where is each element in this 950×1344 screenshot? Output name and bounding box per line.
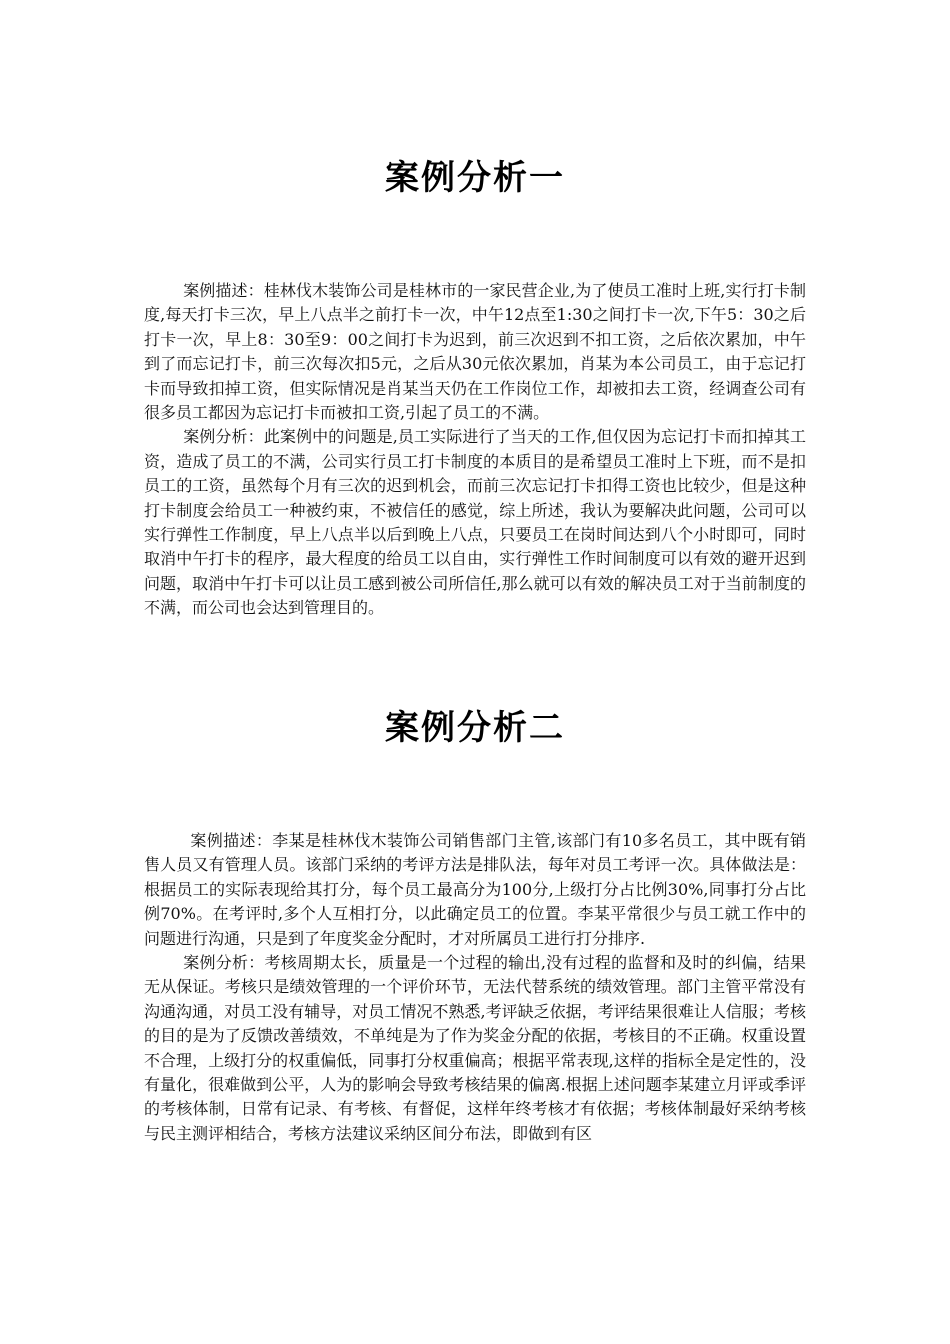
- section-2-case-analysis: 案例分析：考核周期太长，质量是一个过程的输出,没有过程的监督和及时的纠偏，结果无从保证。考核只是绩效管理的一个评价环节，无法代替系统的绩效管理。部门主管平常没有沟通沟通，对员工没有辅导，对员工情况不熟悉,考评缺乏依据，考评结果很难让人信服；考核的目的是为了反馈改善绩效，不单纯是为了作为奖金分配的依据，考核目的不正确。权重设置不合理，上级打分的权重偏低，同事打分权重偏高；根据平常表现,这样的指标全是定性的，没有量化，很难做到公平，人为的影响会导致考核结果的偏离.根据上述问题李某建立月评或季评的考核体制，日常有记录、有考核、有督促，这样年终考核才有依据；考核体制最好采纳考核与民主测评相结合，考核方法建议采纳区间分布法，即做到有区: [144, 953, 806, 1143]
- section-1-case-analysis: 案例分析：此案例中的问题是,员工实际进行了当天的工作,但仅因为忘记打卡而扣掉其工资，造成了员工的不满，公司实行员工打卡制度的本质目的是希望员工准时上下班，而不是扣员工的工资，虽然每个月有三次的迟到机会，而前三次忘记打卡扣得工资也比较少，但是这种打卡制度会给员工一种被约束，不被信任的感觉，综上所述，我认为要解决此问题，公司可以实行弹性工作制度，早上八点半以后到晚上八点，只要员工在岗时间达到八个小时即可，同时取消中午打卡的程序，最大程度的给员工以自由，实行弹性工作时间制度可以有效的避开迟到问题，取消中午打卡可以让员工感到被公司所信任,那么就可以有效的解决员工对于当前制度的不满，而公司也会达到管理目的。: [144, 427, 806, 618]
- section-1-case-description: 案例描述：桂林伐木装饰公司是桂林市的一家民营企业,为了使员工准时上班,实行打卡制度,每天打卡三次，早上八点半之前打卡一次，中午12点至1:30之间打卡一次,下午5：30之后打卡一次，早上8：30至9：00之间打卡为迟到，前三次迟到不扣工资，之后依次累加，中午到了而忘记打卡，前三次每次扣5元，之后从30元依次累加，肖某为本公司员工，由于忘记打卡而导致扣掉工资，但实际情况是肖某当天仍在工作岗位工作，却被扣去工资，经调查公司有很多员工都因为忘记打卡而被扣工资,引起了员工的不满。: [144, 281, 806, 423]
- section-2-case-description: 案例描述：李某是桂林伐木装饰公司销售部门主管,该部门有10多名员工，其中既有销售人员又有管理人员。该部门采纳的考评方法是排队法，每年对员工考评一次。具体做法是：根据员工的实际表现给其打分，每个员工最高分为100分,上级打分占比例30%,同事打分占比例70%。在考评时,多个人互相打分，以此确定员工的位置。李某平常很少与员工就工作中的问题进行沟通，只是到了年度奖金分配时，才对所属员工进行打分排序.: [144, 831, 806, 948]
- section-2-body: [144, 829, 806, 1146]
- section-2-title: 案例分析二: [385, 708, 565, 748]
- section-1-title: 案例分析一: [385, 158, 565, 198]
- section-1-body: [144, 279, 806, 621]
